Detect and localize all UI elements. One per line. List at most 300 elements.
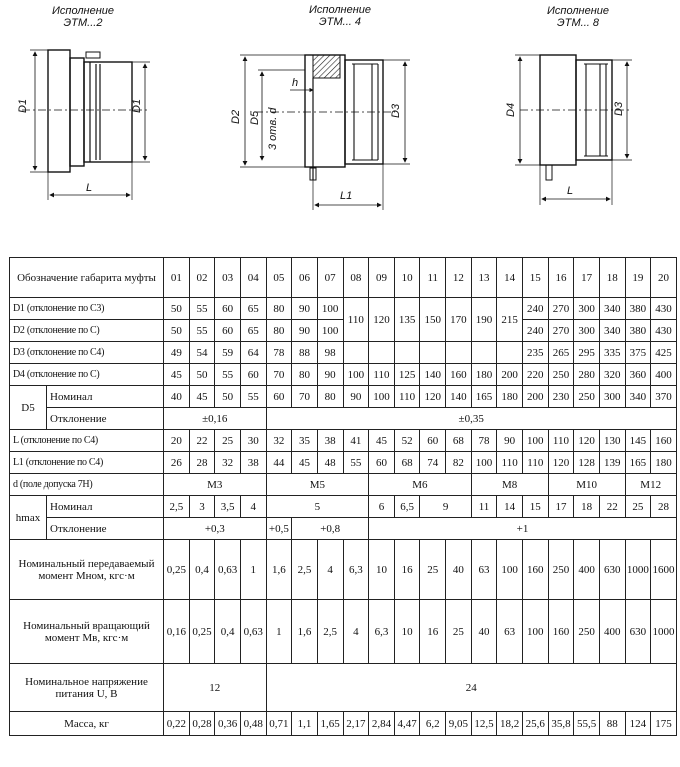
value-l: 20 (164, 430, 190, 452)
value-d4: 45 (164, 364, 190, 386)
value-l1: 110 (522, 452, 548, 474)
value-d5-nominal: 165 (471, 386, 497, 408)
value-d4: 400 (651, 364, 677, 386)
value-moment-rotating: 2,5 (317, 600, 343, 664)
value-d3: 375 (625, 342, 651, 364)
value-d4: 50 (189, 364, 215, 386)
value-moment-nominal: 100 (497, 540, 523, 600)
value-d4: 55 (215, 364, 241, 386)
value-mass: 0,22 (164, 712, 190, 736)
value-d2: 430 (651, 320, 677, 342)
value-d2: 380 (625, 320, 651, 342)
value-mass: 6,2 (420, 712, 446, 736)
caption-etm8-line2: ЭТМ... 8 (557, 17, 599, 29)
value-moment-nominal: 1600 (651, 540, 677, 600)
label-l: L (отклонение по С4) (10, 430, 164, 452)
value-d5-nominal: 100 (369, 386, 395, 408)
value-moment-rotating: 1,6 (292, 600, 318, 664)
value-l1: 60 (369, 452, 395, 474)
value-l1: 44 (266, 452, 292, 474)
value-d4: 180 (471, 364, 497, 386)
value-d4: 80 (292, 364, 318, 386)
caption-etm4-line2: ЭТМ... 4 (319, 16, 361, 28)
dim-holes: 3 отв. d (267, 107, 279, 150)
value-mass: 88 (599, 712, 625, 736)
value-d3: 425 (651, 342, 677, 364)
header-size-cell: 11 (420, 258, 446, 298)
value-moment-nominal: 0,4 (189, 540, 215, 600)
value-l: 120 (574, 430, 600, 452)
value-d3: 59 (215, 342, 241, 364)
label-d5: D5 (10, 386, 47, 430)
value-d3 (471, 342, 497, 364)
value-l1: 139 (599, 452, 625, 474)
drawing-etm4 (240, 55, 410, 210)
value-l: 35 (292, 430, 318, 452)
value-hmax-deviation: +0,5 (266, 518, 292, 540)
value-d5-nominal: 340 (625, 386, 651, 408)
header-size-cell: 03 (215, 258, 241, 298)
value-d4: 100 (343, 364, 369, 386)
value-d5-nominal: 45 (189, 386, 215, 408)
value-l1: 110 (497, 452, 523, 474)
row-hmax-nominal (10, 496, 677, 518)
value-d3: 265 (548, 342, 574, 364)
value-l1: 165 (625, 452, 651, 474)
value-voltage: 12 (164, 664, 267, 712)
label-moment-nominal: Номинальный передаваемый момент Мном, кгс·м (10, 540, 164, 600)
label-d5-deviation: Отклонение (47, 408, 164, 430)
value-moment-nominal: 10 (369, 540, 395, 600)
caption-etm8-line1: Исполнение (547, 5, 609, 17)
value-d3 (369, 342, 395, 364)
value-d5-nominal: 80 (317, 386, 343, 408)
value-moment-nominal: 630 (599, 540, 625, 600)
value-l1: 28 (189, 452, 215, 474)
value-d4: 110 (369, 364, 395, 386)
value-hmax-nominal: 4 (240, 496, 266, 518)
dim-d5: D5 (249, 110, 261, 125)
value-d1: 430 (651, 298, 677, 320)
value-d4: 70 (266, 364, 292, 386)
value-d2: 300 (574, 320, 600, 342)
label-d1: D1 (отклонение по С3) (10, 298, 164, 320)
value-hmax-nominal: 22 (599, 496, 625, 518)
value-d1-d2: 120 (369, 298, 395, 342)
value-d2: 50 (164, 320, 190, 342)
value-d4: 280 (574, 364, 600, 386)
caption-etm2-line2: ЭТМ...2 (63, 17, 103, 29)
value-thread: М6 (369, 474, 472, 496)
value-moment-rotating: 0,16 (164, 600, 190, 664)
label-d4: D4 (отклонение по С) (10, 364, 164, 386)
value-d5-deviation: ±0,35 (266, 408, 676, 430)
value-d1: 65 (240, 298, 266, 320)
row-d-thread (10, 474, 677, 496)
value-d1-d2: 170 (446, 298, 472, 342)
value-d5-nominal: 50 (215, 386, 241, 408)
value-thread: М10 (548, 474, 625, 496)
value-hmax-nominal: 5 (266, 496, 369, 518)
value-l1: 48 (317, 452, 343, 474)
value-hmax-nominal: 3,5 (215, 496, 241, 518)
value-d1: 50 (164, 298, 190, 320)
value-hmax-nominal: 2,5 (164, 496, 190, 518)
drawing-etm8 (515, 55, 632, 205)
value-hmax-deviation: +1 (369, 518, 677, 540)
value-d5-nominal: 180 (497, 386, 523, 408)
value-hmax-nominal: 11 (471, 496, 497, 518)
drawings-area (0, 0, 680, 228)
value-moment-nominal: 0,63 (215, 540, 241, 600)
value-l: 145 (625, 430, 651, 452)
header-size-cell: 15 (522, 258, 548, 298)
row-l1 (10, 452, 677, 474)
value-l: 32 (266, 430, 292, 452)
value-l1: 128 (574, 452, 600, 474)
value-d5-nominal: 110 (394, 386, 420, 408)
value-l: 90 (497, 430, 523, 452)
value-moment-nominal: 400 (574, 540, 600, 600)
header-label: Обозначение габарита муфты (10, 258, 164, 298)
value-hmax-nominal: 3 (189, 496, 215, 518)
header-row (10, 258, 677, 298)
value-moment-nominal: 1 (240, 540, 266, 600)
value-moment-rotating: 630 (625, 600, 651, 664)
value-thread: М5 (266, 474, 369, 496)
value-l: 30 (240, 430, 266, 452)
value-hmax-nominal: 25 (625, 496, 651, 518)
value-d1: 100 (317, 298, 343, 320)
header-size-cell: 14 (497, 258, 523, 298)
value-moment-rotating: 4 (343, 600, 369, 664)
value-d3 (497, 342, 523, 364)
value-moment-rotating: 40 (471, 600, 497, 664)
value-d3: 235 (522, 342, 548, 364)
value-l1: 38 (240, 452, 266, 474)
dim-l-etm8: L (567, 185, 574, 197)
header-size-cell: 13 (471, 258, 497, 298)
value-l: 41 (343, 430, 369, 452)
header-size-cell: 07 (317, 258, 343, 298)
header-size-cell: 08 (343, 258, 369, 298)
value-d3 (394, 342, 420, 364)
value-mass: 124 (625, 712, 651, 736)
value-d5-nominal: 200 (522, 386, 548, 408)
value-d4: 160 (446, 364, 472, 386)
value-voltage: 24 (266, 664, 676, 712)
row-d5-nominal (10, 386, 677, 408)
row-d5-deviation (10, 408, 677, 430)
value-d5-nominal: 300 (599, 386, 625, 408)
value-d5-deviation: ±0,16 (164, 408, 267, 430)
label-hmax-nominal: Номинал (47, 496, 164, 518)
value-d1: 300 (574, 298, 600, 320)
value-d4: 60 (240, 364, 266, 386)
header-size-cell: 16 (548, 258, 574, 298)
label-moment-rotating: Номинальный вращающий момент Мв, кгс·м (10, 600, 164, 664)
value-moment-rotating: 63 (497, 600, 523, 664)
value-d5-nominal: 250 (574, 386, 600, 408)
value-l1: 68 (394, 452, 420, 474)
value-d3: 78 (266, 342, 292, 364)
value-d2: 55 (189, 320, 215, 342)
drawing-etm2 (22, 50, 150, 200)
value-d2: 60 (215, 320, 241, 342)
value-moment-rotating: 1000 (651, 600, 677, 664)
value-hmax-nominal: 17 (548, 496, 574, 518)
value-moment-rotating: 0,25 (189, 600, 215, 664)
value-thread: М8 (471, 474, 548, 496)
value-l1: 26 (164, 452, 190, 474)
value-d3: 88 (292, 342, 318, 364)
row-moment-nominal (10, 540, 677, 600)
value-d2: 340 (599, 320, 625, 342)
value-l1: 100 (471, 452, 497, 474)
value-d2: 90 (292, 320, 318, 342)
value-mass: 0,71 (266, 712, 292, 736)
value-moment-nominal: 160 (522, 540, 548, 600)
row-d4 (10, 364, 677, 386)
value-mass: 35,8 (548, 712, 574, 736)
value-d1-d2: 110 (343, 298, 369, 342)
value-l: 60 (420, 430, 446, 452)
value-d4: 200 (497, 364, 523, 386)
value-d3: 64 (240, 342, 266, 364)
value-moment-rotating: 0,63 (240, 600, 266, 664)
value-l1: 82 (446, 452, 472, 474)
value-l1: 180 (651, 452, 677, 474)
label-voltage: Номинальное напряжение питания U, В (10, 664, 164, 712)
value-l: 130 (599, 430, 625, 452)
value-moment-rotating: 16 (420, 600, 446, 664)
value-d2: 100 (317, 320, 343, 342)
technical-drawings-svg (0, 0, 680, 228)
value-moment-nominal: 6,3 (343, 540, 369, 600)
value-d2: 80 (266, 320, 292, 342)
value-d1-d2: 135 (394, 298, 420, 342)
label-d-thread: d (поле допуска 7Н) (10, 474, 164, 496)
label-d2: D2 (отклонение по С) (10, 320, 164, 342)
value-d3: 54 (189, 342, 215, 364)
value-l: 100 (522, 430, 548, 452)
dim-h: h (292, 77, 299, 89)
row-moment-rotating (10, 600, 677, 664)
value-d3: 49 (164, 342, 190, 364)
caption-etm4-line1: Исполнение (309, 4, 371, 16)
value-mass: 4,47 (394, 712, 420, 736)
value-mass: 2,84 (369, 712, 395, 736)
dim-l1: L1 (340, 190, 353, 202)
value-mass: 1,1 (292, 712, 318, 736)
value-hmax-nominal: 9 (420, 496, 471, 518)
value-d3 (420, 342, 446, 364)
value-hmax-nominal: 14 (497, 496, 523, 518)
dim-d1-right: D1 (131, 98, 143, 113)
value-d1-d2: 150 (420, 298, 446, 342)
header-size-cell: 20 (651, 258, 677, 298)
value-moment-rotating: 10 (394, 600, 420, 664)
row-mass (10, 712, 677, 736)
value-l: 68 (446, 430, 472, 452)
value-d2: 65 (240, 320, 266, 342)
value-hmax-nominal: 18 (574, 496, 600, 518)
dim-d2: D2 (230, 109, 242, 124)
value-d4: 360 (625, 364, 651, 386)
value-moment-rotating: 400 (599, 600, 625, 664)
header-size-cell: 02 (189, 258, 215, 298)
value-moment-rotating: 100 (522, 600, 548, 664)
value-hmax-nominal: 28 (651, 496, 677, 518)
value-d4: 140 (420, 364, 446, 386)
value-moment-rotating: 250 (574, 600, 600, 664)
value-moment-nominal: 1,6 (266, 540, 292, 600)
value-d3: 98 (317, 342, 343, 364)
value-hmax-deviation: +0,8 (292, 518, 369, 540)
value-l: 22 (189, 430, 215, 452)
row-d1 (10, 298, 677, 320)
row-l (10, 430, 677, 452)
value-hmax-deviation: +0,3 (164, 518, 267, 540)
header-size-cell: 06 (292, 258, 318, 298)
value-moment-nominal: 1000 (625, 540, 651, 600)
value-l1: 45 (292, 452, 318, 474)
specification-table (9, 257, 677, 736)
label-hmax: hmax (10, 496, 47, 540)
value-moment-nominal: 2,5 (292, 540, 318, 600)
value-mass: 175 (651, 712, 677, 736)
value-moment-nominal: 40 (446, 540, 472, 600)
value-l: 160 (651, 430, 677, 452)
value-l: 52 (394, 430, 420, 452)
value-d2: 270 (548, 320, 574, 342)
value-d4: 125 (394, 364, 420, 386)
value-hmax-nominal: 15 (522, 496, 548, 518)
value-l1: 120 (548, 452, 574, 474)
header-size-cell: 10 (394, 258, 420, 298)
value-moment-nominal: 0,25 (164, 540, 190, 600)
value-mass: 0,48 (240, 712, 266, 736)
value-mass: 12,5 (471, 712, 497, 736)
value-d4: 250 (548, 364, 574, 386)
header-size-cell: 18 (599, 258, 625, 298)
value-moment-nominal: 25 (420, 540, 446, 600)
value-mass: 9,05 (446, 712, 472, 736)
value-mass: 18,2 (497, 712, 523, 736)
value-l1: 74 (420, 452, 446, 474)
dim-d4: D4 (505, 102, 517, 117)
value-d1-d2: 215 (497, 298, 523, 342)
value-d5-nominal: 40 (164, 386, 190, 408)
value-d5-nominal: 120 (420, 386, 446, 408)
value-d5-nominal: 140 (446, 386, 472, 408)
value-moment-rotating: 6,3 (369, 600, 395, 664)
value-d5-nominal: 370 (651, 386, 677, 408)
header-size-cell: 05 (266, 258, 292, 298)
value-l1: 55 (343, 452, 369, 474)
value-l: 38 (317, 430, 343, 452)
value-d3 (343, 342, 369, 364)
header-size-cell: 04 (240, 258, 266, 298)
value-l1: 32 (215, 452, 241, 474)
value-mass: 0,28 (189, 712, 215, 736)
value-moment-nominal: 16 (394, 540, 420, 600)
value-d5-nominal: 55 (240, 386, 266, 408)
row-d2 (10, 320, 677, 342)
row-hmax-deviation (10, 518, 677, 540)
label-d5-nominal: Номинал (47, 386, 164, 408)
row-voltage (10, 664, 677, 712)
value-d1-d2: 190 (471, 298, 497, 342)
value-d1: 55 (189, 298, 215, 320)
value-moment-nominal: 250 (548, 540, 574, 600)
value-l: 25 (215, 430, 241, 452)
value-d5-nominal: 70 (292, 386, 318, 408)
value-d1: 340 (599, 298, 625, 320)
value-moment-rotating: 0,4 (215, 600, 241, 664)
value-mass: 0,36 (215, 712, 241, 736)
header-size-cell: 17 (574, 258, 600, 298)
label-d3: D3 (отклонение по С4) (10, 342, 164, 364)
value-hmax-nominal: 6 (369, 496, 395, 518)
value-l: 78 (471, 430, 497, 452)
row-d3 (10, 342, 677, 364)
value-d1: 80 (266, 298, 292, 320)
caption-etm2-line1: Исполнение (52, 5, 114, 17)
header-size-cell: 12 (446, 258, 472, 298)
dim-l-etm2: L (86, 182, 93, 194)
value-d3 (446, 342, 472, 364)
value-moment-rotating: 160 (548, 600, 574, 664)
value-d4: 320 (599, 364, 625, 386)
value-d1: 90 (292, 298, 318, 320)
value-moment-nominal: 63 (471, 540, 497, 600)
dim-d3-etm4: D3 (390, 103, 402, 118)
label-l1: L1 (отклонение по С4) (10, 452, 164, 474)
value-thread: М3 (164, 474, 267, 496)
value-d1: 270 (548, 298, 574, 320)
value-hmax-nominal: 6,5 (394, 496, 420, 518)
value-moment-nominal: 4 (317, 540, 343, 600)
value-d3: 335 (599, 342, 625, 364)
value-d5-nominal: 230 (548, 386, 574, 408)
value-l: 45 (369, 430, 395, 452)
header-size-cell: 01 (164, 258, 190, 298)
value-d1: 380 (625, 298, 651, 320)
value-d4: 220 (522, 364, 548, 386)
value-d3: 295 (574, 342, 600, 364)
value-d5-nominal: 90 (343, 386, 369, 408)
value-d1: 240 (522, 298, 548, 320)
dim-d3-etm8: D3 (613, 101, 625, 116)
value-moment-rotating: 25 (446, 600, 472, 664)
value-thread: М12 (625, 474, 676, 496)
value-d2: 240 (522, 320, 548, 342)
header-size-cell: 09 (369, 258, 395, 298)
label-hmax-deviation: Отклонение (47, 518, 164, 540)
value-moment-rotating: 1 (266, 600, 292, 664)
value-mass: 2,17 (343, 712, 369, 736)
label-mass: Масса, кг (10, 712, 164, 736)
value-d5-nominal: 60 (266, 386, 292, 408)
dim-d1-left: D1 (17, 98, 29, 113)
value-d1: 60 (215, 298, 241, 320)
value-mass: 55,5 (574, 712, 600, 736)
header-size-cell: 19 (625, 258, 651, 298)
value-mass: 25,6 (522, 712, 548, 736)
value-l: 110 (548, 430, 574, 452)
value-d4: 90 (317, 364, 343, 386)
